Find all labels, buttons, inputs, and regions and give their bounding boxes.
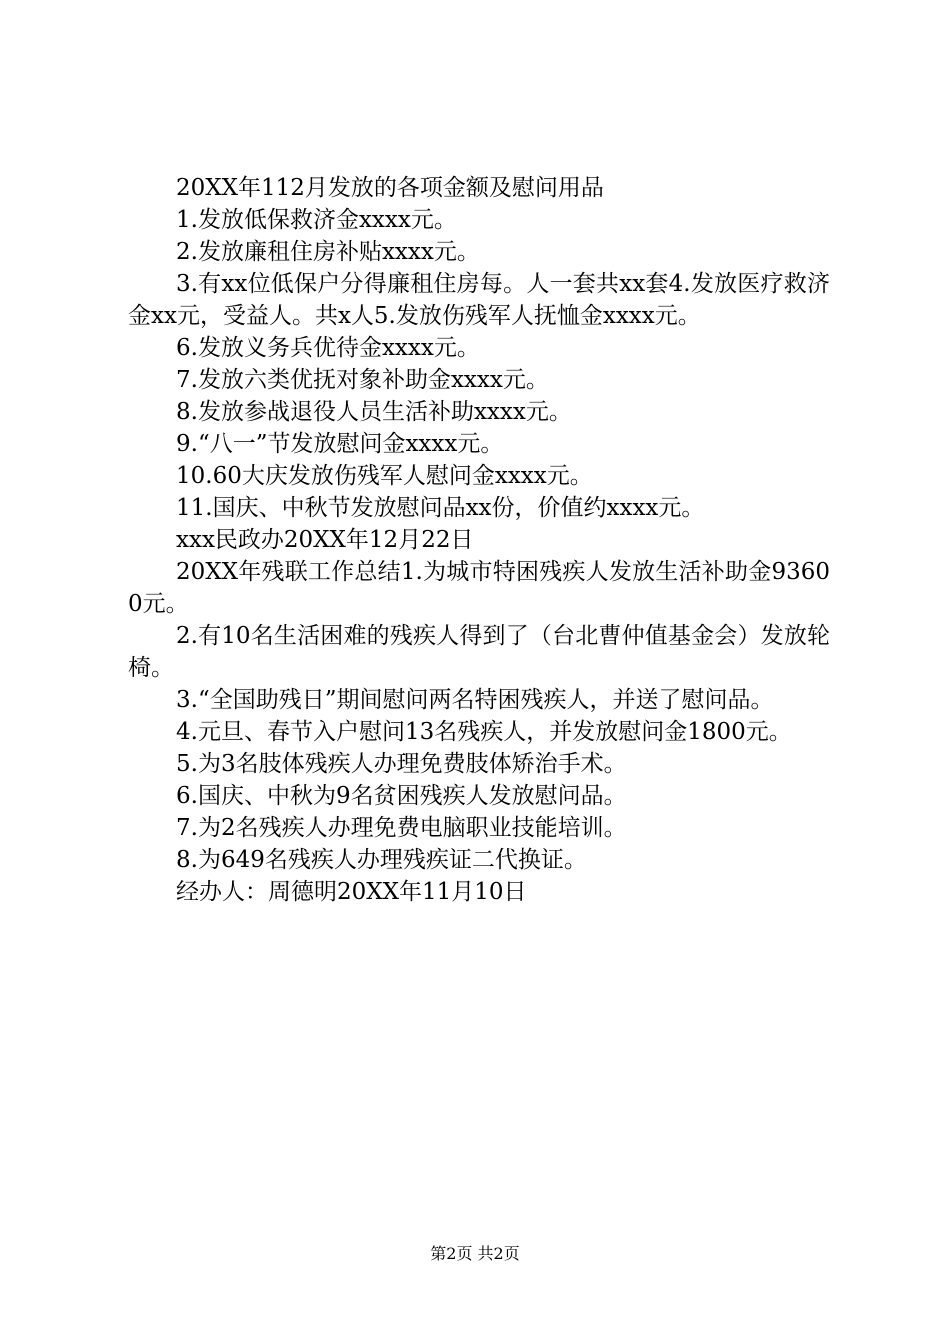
page-number-footer: 第2页 共2页 <box>430 1244 520 1263</box>
list-item: 9.“八一”节发放慰问金xxxx元。 <box>176 431 504 457</box>
list-item: 10.60大庆发放伤残军人慰问金xxxx元。 <box>176 463 593 489</box>
list-item: 20XX年残联工作总结1.为城市特困残疾人发放生活补助金93600元。 <box>128 559 830 617</box>
list-item: 7.发放六类优抚对象补助金xxxx元。 <box>176 367 549 393</box>
list-item: 8.为649名残疾人办理残疾证二代换证。 <box>176 847 587 873</box>
list-item: 2.有10名生活困难的残疾人得到了（台北曹仲值基金会）发放轮椅。 <box>128 623 830 681</box>
list-item: 7.为2名残疾人办理免费电脑职业技能培训。 <box>176 815 627 841</box>
list-item: 3.有xx位低保户分得廉租住房每。人一套共xx套4.发放医疗救济金xx元，受益人。共x人5.发放伤残军人抚恤金xxxx元。 <box>128 271 830 329</box>
list-item: 6.国庆、中秋为9名贫困残疾人发放慰问品。 <box>176 783 627 809</box>
list-item: 4.元旦、春节入户慰问13名残疾人，并发放慰问金1800元。 <box>176 719 792 745</box>
signature-line: xxx民政办20XX年12月22日 <box>176 527 474 553</box>
list-item: 1.发放低保救济金xxxx元。 <box>176 207 457 233</box>
list-item: 3.“全国助残日”期间慰问两名特困残疾人，并送了慰问品。 <box>176 687 774 713</box>
signature-line: 经办人：周德明20XX年11月10日 <box>176 879 527 905</box>
document-body <box>128 172 830 908</box>
list-item: 5.为3名肢体残疾人办理免费肢体矫治手术。 <box>176 751 627 777</box>
list-item: 6.发放义务兵优待金xxxx元。 <box>176 335 480 361</box>
list-item: 2.发放廉租住房补贴xxxx元。 <box>176 239 480 265</box>
list-item: 11.国庆、中秋节发放慰问品xx份，价值约xxxx元。 <box>176 495 705 521</box>
heading-paragraph: 20XX年112月发放的各项金额及慰问用品 <box>176 175 604 201</box>
list-item: 8.发放参战退役人员生活补助xxxx元。 <box>176 399 572 425</box>
